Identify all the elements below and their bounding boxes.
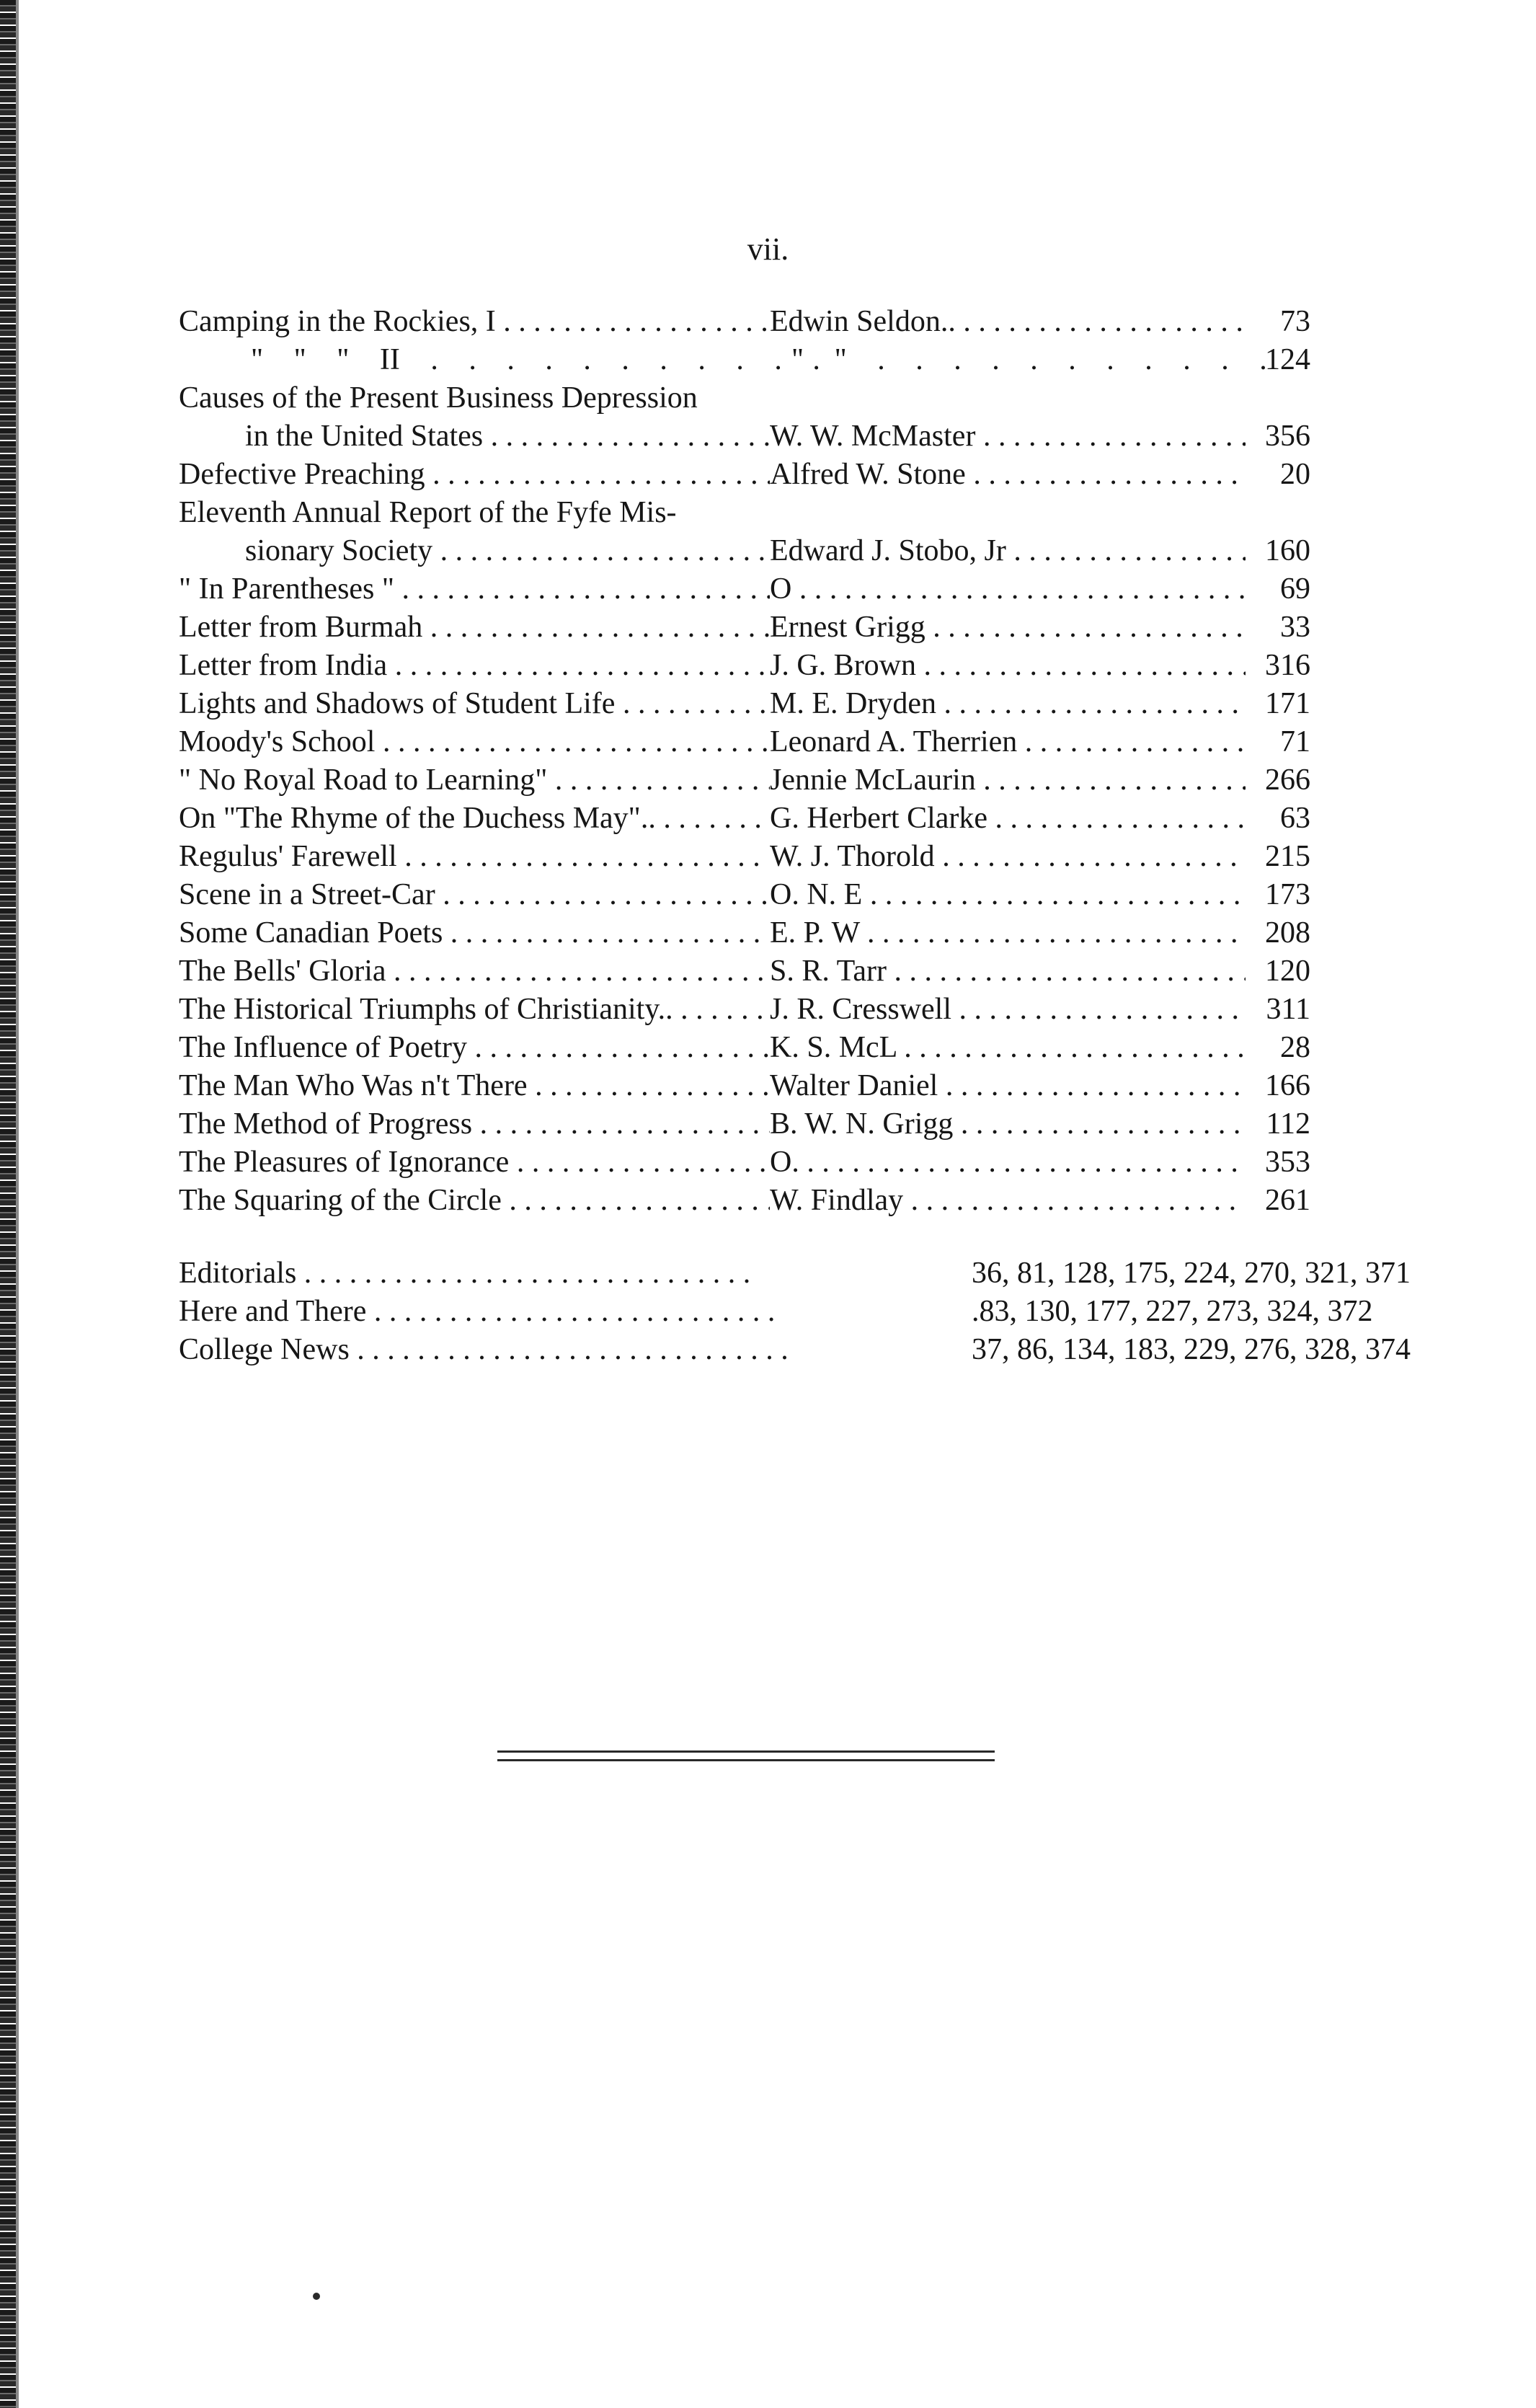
entry-page: 69 — [1280, 572, 1310, 606]
entry-page: 316 — [1265, 649, 1310, 682]
entry-title: Letter from Burmah . . . — [179, 608, 770, 647]
entry-title: Camping in the Rockies, I . . . — [179, 303, 770, 341]
toc-row — [179, 723, 1310, 761]
entry-title: The Bells' Gloria . . . — [179, 952, 770, 991]
entry-title: Some Canadian Poets . . . — [179, 914, 770, 952]
entry-author: Walter Daniel . . . — [770, 1067, 1246, 1105]
entry-title: On "The Rhyme of the Duchess May".. . . . — [179, 800, 770, 838]
department-pages: .83, 130, 177, 227, 273, 324, 372 — [972, 1295, 1373, 1328]
entry-author: Leonard A. Therrien . . . — [770, 723, 1246, 761]
department-pages: 36, 81, 128, 175, 224, 270, 321, 371 — [972, 1257, 1411, 1290]
stray-mark — [313, 2293, 320, 2300]
entry-title: " " " II . . . — [179, 341, 842, 379]
toc-row — [179, 914, 1310, 952]
entry-title: " In Parentheses " . . . — [179, 570, 770, 608]
toc-row — [179, 685, 1310, 723]
entry-page: 208 — [1265, 916, 1310, 950]
entry-author: O. N. E . . . — [770, 876, 1246, 914]
entry-page: 166 — [1265, 1069, 1310, 1102]
entry-author: J. G. Brown . . . — [770, 647, 1246, 685]
entry-title: Regulus' Farewell . . . — [179, 838, 770, 876]
entry-author: Ernest Grigg . . . — [770, 608, 1246, 647]
entry-author: O . . . — [770, 570, 1246, 608]
binding-edge — [0, 0, 16, 2408]
toc-row — [179, 876, 1310, 914]
toc-row — [179, 1182, 1310, 1220]
entry-page: 353 — [1265, 1146, 1310, 1179]
entry-author: G. Herbert Clarke . . . — [770, 800, 1246, 838]
toc-row — [179, 1105, 1310, 1143]
entry-author: Jennie McLaurin . . . — [770, 761, 1246, 800]
entry-title: Scene in a Street-Car . . . — [179, 876, 770, 914]
toc-row — [179, 647, 1310, 685]
entry-page: 356 — [1265, 420, 1310, 453]
entry-page: 73 — [1280, 305, 1310, 338]
entry-page: 173 — [1265, 878, 1310, 911]
toc-row — [179, 952, 1310, 991]
entry-author: W. W. McMaster . . . — [770, 417, 1246, 456]
department-row — [179, 1331, 1411, 1369]
entry-title: in the United States — [245, 420, 484, 453]
entry-page: 311 — [1266, 993, 1310, 1026]
entry-page: 63 — [1280, 802, 1310, 835]
entry-author: O. . . . — [770, 1143, 1246, 1182]
entry-title: Defective Preaching . . . — [179, 456, 770, 494]
toc-row — [179, 608, 1310, 647]
entry-author: W. J. Thorold . . . — [770, 838, 1246, 876]
entry-author: Edwin Seldon.. . . . — [770, 303, 1246, 341]
toc-row — [179, 570, 1310, 608]
department-label: College News . . . . . . . . . . . . . . . . . . . . . . . . . . . . . — [179, 1333, 789, 1366]
toc-row — [179, 417, 1310, 456]
entry-page: 124 — [1265, 343, 1310, 376]
entry-title: The Method of Progress . . . — [179, 1105, 770, 1143]
entry-author: Edward J. Stobo, Jr . . . — [770, 532, 1246, 570]
entry-page: 112 — [1266, 1107, 1310, 1141]
department-row — [179, 1254, 1411, 1293]
entry-author: J. R. Cresswell . . . — [770, 991, 1246, 1029]
entry-page: 261 — [1265, 1184, 1310, 1217]
entry-author: S. R. Tarr . . . — [770, 952, 1246, 991]
toc-row — [179, 838, 1310, 876]
entry-title: Lights and Shadows of Student Life . . . — [179, 685, 770, 723]
entry-author: " " . . . — [770, 341, 1267, 379]
entry-page: 120 — [1265, 955, 1310, 988]
entry-title: The Man Who Was n't There . . . — [179, 1067, 770, 1105]
entry-title: The Historical Triumphs of Christianity.. . . . — [179, 991, 770, 1029]
entry-title: Moody's School . . . — [179, 723, 770, 761]
entry-author: M. E. Dryden . . . — [770, 685, 1246, 723]
table-of-contents — [179, 303, 1411, 1369]
toc-row — [179, 532, 1310, 570]
entry-title: The Pleasures of Ignorance . . . — [179, 1143, 770, 1182]
toc-row — [179, 303, 1310, 341]
entry-page: 20 — [1280, 458, 1310, 491]
entry-title-line: Causes of the Present Business Depression — [179, 381, 698, 415]
toc-row — [179, 341, 1310, 379]
entry-title-line: Eleventh Annual Report of the Fyfe Mis- — [179, 496, 677, 529]
toc-row — [179, 1143, 1310, 1182]
entry-page: 33 — [1280, 611, 1310, 644]
entry-title: " No Royal Road to Learning" . . . — [179, 761, 770, 800]
department-label: Here and There . . . . . . . . . . . . . . . . . . . . . . . . . . . — [179, 1295, 776, 1328]
toc-row — [179, 1067, 1310, 1105]
entry-author: B. W. N. Grigg . . . — [770, 1105, 1246, 1143]
department-row — [179, 1293, 1373, 1331]
closing-rule — [497, 1750, 995, 1753]
toc-row — [179, 456, 1310, 494]
binding-shadow — [16, 0, 19, 2408]
department-label: Editorials . . . . . . . . . . . . . . . . . . . . . . . . . . . . . . — [179, 1257, 751, 1290]
entry-page: 71 — [1280, 725, 1310, 758]
closing-rule — [497, 1759, 995, 1761]
page-number: vii. — [747, 231, 789, 267]
entry-title: The Squaring of the Circle . . . — [179, 1182, 770, 1220]
toc-row — [179, 991, 1310, 1029]
entry-author: Alfred W. Stone . . . — [770, 456, 1246, 494]
entry-author: K. S. McL . . . — [770, 1029, 1246, 1067]
entry-author: W. Findlay . . . — [770, 1182, 1246, 1220]
entry-author: E. P. W . . . — [770, 914, 1246, 952]
toc-row — [179, 761, 1310, 800]
entry-page: 160 — [1265, 534, 1310, 567]
department-pages: 37, 86, 134, 183, 229, 276, 328, 374 — [972, 1333, 1411, 1366]
toc-row — [179, 1029, 1310, 1067]
entry-page: 266 — [1265, 763, 1310, 797]
toc-row — [179, 800, 1310, 838]
entry-page: 171 — [1265, 687, 1310, 720]
entry-page: 215 — [1265, 840, 1310, 873]
entry-title: The Influence of Poetry . . . — [179, 1029, 770, 1067]
entry-page: 28 — [1280, 1031, 1310, 1064]
entry-title: sionary Society — [245, 534, 433, 567]
entry-title: Letter from India . . . — [179, 647, 770, 685]
